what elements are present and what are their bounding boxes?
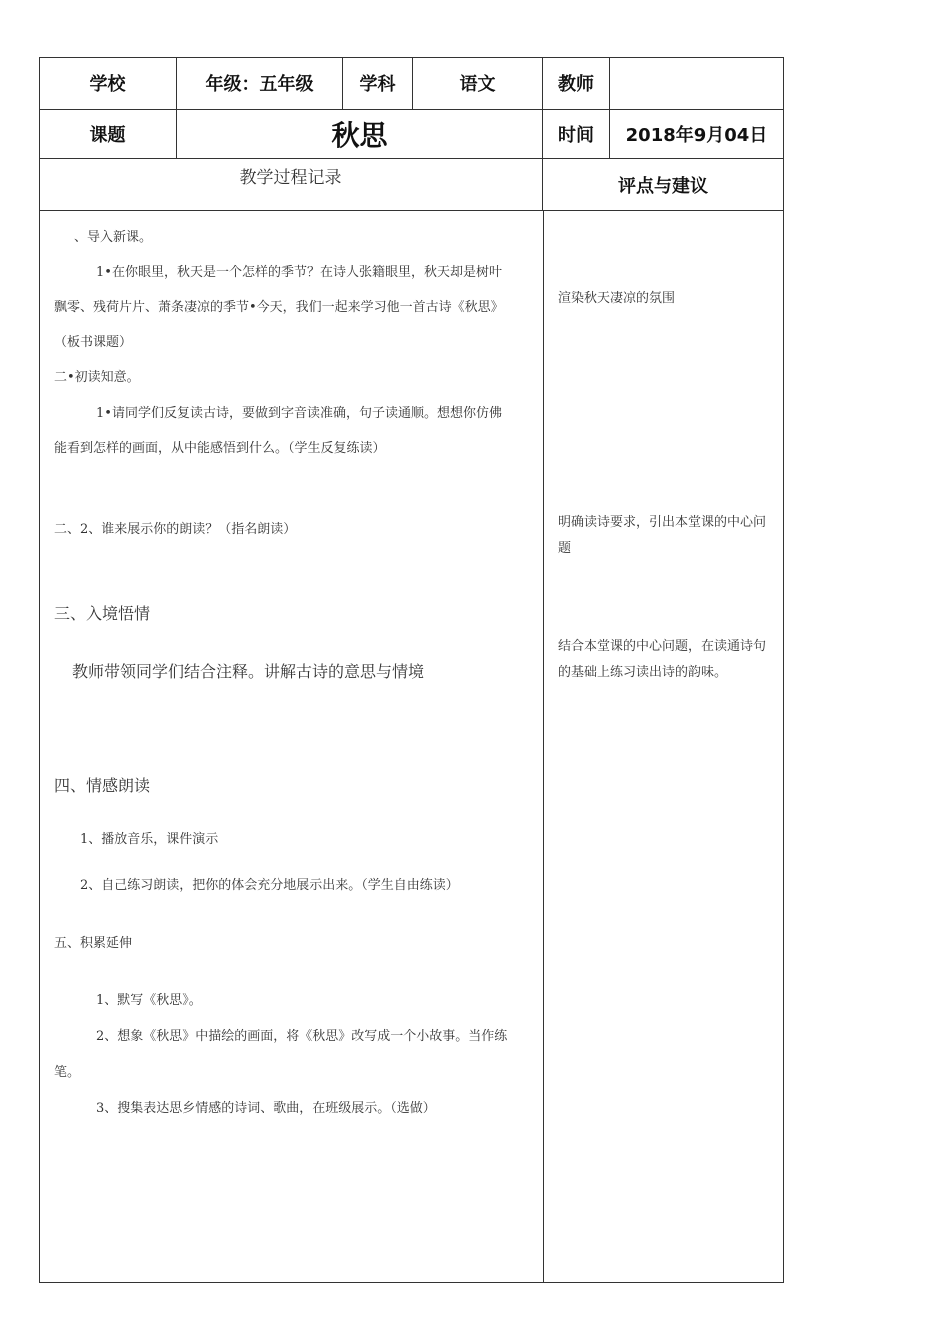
section-5-title: 五、积累延伸 <box>54 936 133 951</box>
time-label: 时间 <box>543 110 610 159</box>
section-2-text-2: 二、2、谁来展示你的朗读？（指名朗读） <box>54 522 297 537</box>
comment-1: 渲染秋天凄凉的氛围 <box>558 291 676 306</box>
comment-2: 明确读诗要求，引出本堂课的中心问题 <box>558 515 767 556</box>
section-1-text-line3: （板书课题） <box>54 335 133 350</box>
grade-label: 年级：五年级 <box>177 57 343 110</box>
section-2-text-line1: 1•请同学们反复读古诗，要做到字音读准确，句子读通顺。想想你仿佛 <box>96 406 502 421</box>
topic-value: 秋思 <box>177 110 543 159</box>
section-3-text: 教师带领同学们结合注释。讲解古诗的意思与情境 <box>72 662 425 681</box>
section-2-text-line2: 能看到怎样的画面，从中能感悟到什么。（学生反复练读） <box>54 441 386 456</box>
comment-3: 结合本堂课的中心问题，在读通诗句的基础上练习读出诗的韵味。 <box>558 639 767 680</box>
section-3-title: 三、入境悟情 <box>54 604 151 623</box>
subject-value: 语文 <box>413 57 543 110</box>
section-5-item-1: 1、默写《秋思》。 <box>96 993 202 1008</box>
process-record-heading: 教学过程记录 <box>39 159 543 211</box>
section-5-item-3: 3、搜集表达思乡情感的诗词、歌曲，在班级展示。（选做） <box>96 1101 436 1116</box>
topic-label: 课题 <box>39 110 177 159</box>
section-2-title: 二•初读知意。 <box>54 370 140 385</box>
time-value: 2018年9月04日 <box>610 110 783 159</box>
section-1-text-line2: 飘零、残荷片片、萧条凄凉的季节•今天，我们一起来学习他一首古诗《秋思》 <box>54 300 504 315</box>
teacher-value <box>610 57 783 110</box>
section-5-item-2-line2: 笔。 <box>54 1065 81 1080</box>
section-4-item-1: 1、播放音乐，课件演示 <box>80 832 219 847</box>
section-1-text-line1: 1•在你眼里，秋天是一个怎样的季节？在诗人张籍眼里，秋天却是树叶 <box>96 265 502 280</box>
section-5-item-2-line1: 2、想象《秋思》中描绘的画面，将《秋思》改写成一个小故事。当作练 <box>96 1029 508 1044</box>
section-4-title: 四、情感朗读 <box>54 776 151 795</box>
teacher-label: 教师 <box>543 57 610 110</box>
school-label: 学校 <box>39 57 177 110</box>
subject-label: 学科 <box>343 57 413 110</box>
comments-heading: 评点与建议 <box>543 159 783 211</box>
section-1-title: 、导入新课。 <box>74 230 153 245</box>
column-divider <box>543 210 544 1283</box>
section-4-item-2: 2、自己练习朗读，把你的体会充分地展示出来。（学生自由练读） <box>80 878 459 893</box>
